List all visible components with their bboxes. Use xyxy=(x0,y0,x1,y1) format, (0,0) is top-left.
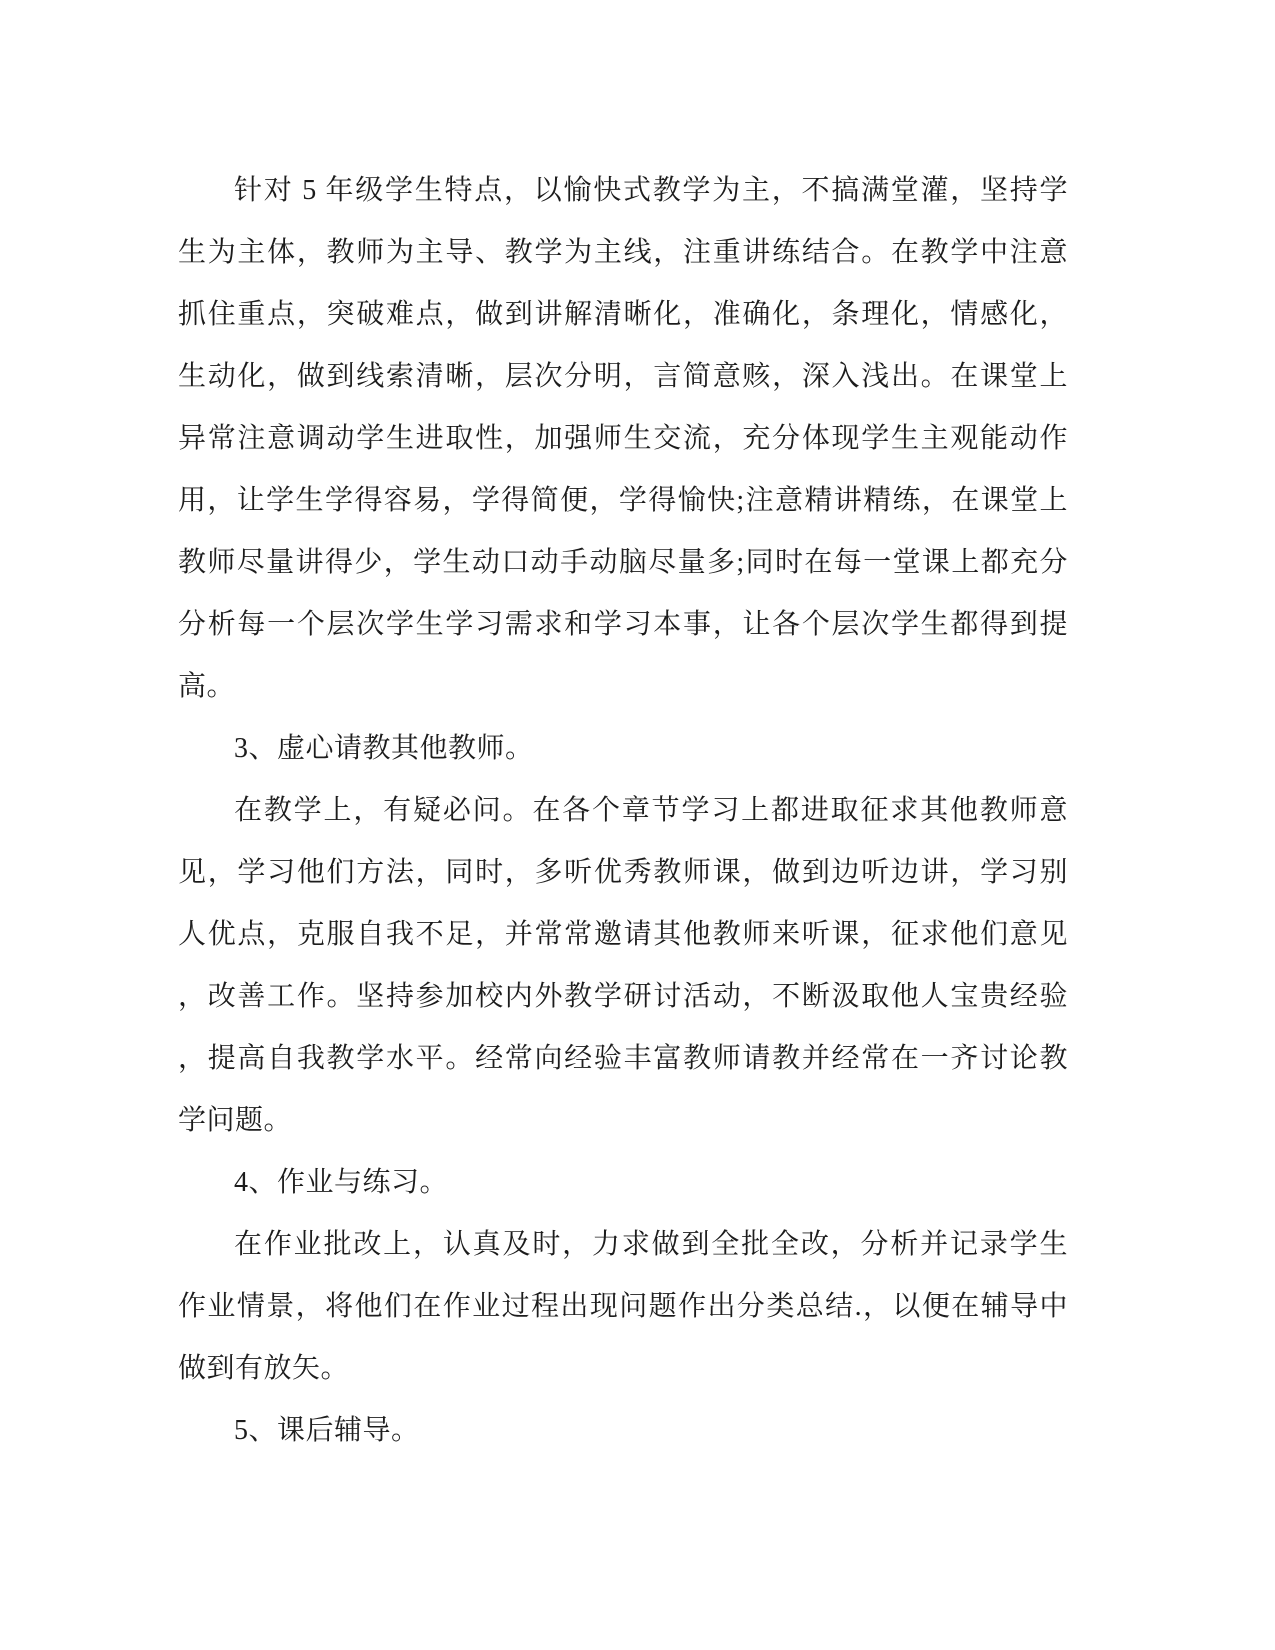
text-line: 5、课后辅导。 xyxy=(234,1415,420,1446)
paragraph xyxy=(178,160,1068,718)
text-line: 针对 5 年级学生特点，以愉快式教学为主，不搞满堂灌，坚持学 xyxy=(234,175,1068,206)
text-line: 作业情景，将他们在作业过程出现问题作出分类总结.，以便在辅导中 xyxy=(178,1291,1068,1322)
text-line: 抓住重点，突破难点，做到讲解清晰化，准确化，条理化，情感化， xyxy=(178,299,1068,330)
text-line: 见，学习他们方法，同时，多听优秀教师课，做到边听边讲，学习别 xyxy=(178,857,1068,888)
text-line: 做到有放矢。 xyxy=(178,1353,350,1384)
text-line: 高。 xyxy=(178,671,236,702)
section-heading xyxy=(178,1152,1068,1214)
text-line: 学问题。 xyxy=(178,1105,293,1136)
text-line: 用，让学生学得容易，学得简便，学得愉快;注意精讲精练，在课堂上 xyxy=(178,485,1068,516)
text-line: 在教学上，有疑必问。在各个章节学习上都进取征求其他教师意 xyxy=(234,795,1068,826)
text-line: 在作业批改上，认真及时，力求做到全批全改，分析并记录学生 xyxy=(234,1229,1068,1260)
text-line: 异常注意调动学生进取性，加强师生交流，充分体现学生主观能动作 xyxy=(178,423,1068,454)
section-heading xyxy=(178,718,1068,780)
section-heading xyxy=(178,1400,1068,1462)
text-line: 4、作业与练习。 xyxy=(234,1167,449,1198)
text-line: 教师尽量讲得少，学生动口动手动脑尽量多;同时在每一堂课上都充分 xyxy=(178,547,1068,578)
document-body xyxy=(178,160,1068,1462)
text-line: ，改善工作。坚持参加校内外教学研讨活动，不断汲取他人宝贵经验 xyxy=(178,981,1068,1012)
paragraph xyxy=(178,780,1068,1152)
text-line: 生动化，做到线索清晰，层次分明，言简意赅，深入浅出。在课堂上 xyxy=(178,361,1068,392)
text-line: 分析每一个层次学生学习需求和学习本事，让各个层次学生都得到提 xyxy=(178,609,1068,640)
text-line: ，提高自我教学水平。经常向经验丰富教师请教并经常在一齐讨论教 xyxy=(178,1043,1068,1074)
paragraph xyxy=(178,1214,1068,1400)
text-line: 人优点，克服自我不足，并常常邀请其他教师来听课，征求他们意见 xyxy=(178,919,1068,950)
text-line: 3、虚心请教其他教师。 xyxy=(234,733,534,764)
text-line: 生为主体，教师为主导、教学为主线，注重讲练结合。在教学中注意 xyxy=(178,237,1068,268)
